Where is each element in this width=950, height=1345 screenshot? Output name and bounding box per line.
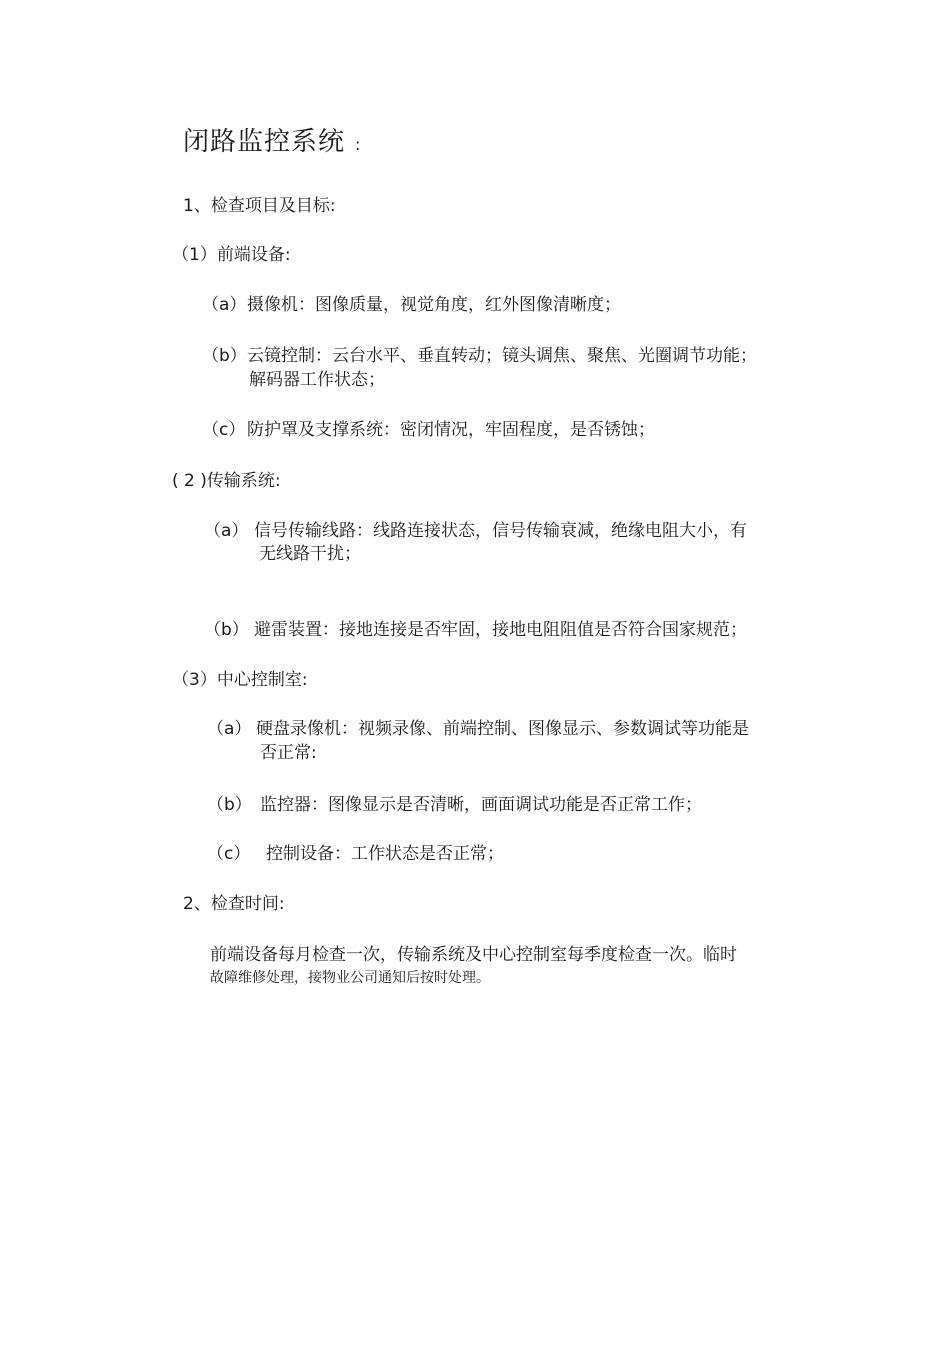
transmission-item-a-continuation: 无线路干扰； bbox=[259, 544, 361, 564]
page-title-colon: : bbox=[355, 135, 362, 154]
item-marker: （b） bbox=[202, 346, 247, 366]
item-marker: （b） bbox=[207, 795, 252, 815]
section-2-heading: 2、检查时间: bbox=[183, 894, 285, 914]
inspection-time-paragraph-line-2: 故障维修处理，接物业公司通知后按时处理。 bbox=[210, 970, 490, 986]
item-marker: （b） bbox=[204, 620, 249, 640]
item-text: 监控器：图像显示是否清晰，画面调试功能是否正常工作； bbox=[260, 795, 702, 815]
transmission-item-b bbox=[204, 619, 747, 641]
item-marker: （c） bbox=[207, 844, 251, 864]
item-marker: （a） bbox=[204, 521, 249, 541]
inspection-time-paragraph-line-1: 前端设备每月检查一次，传输系统及中心控制室每季度检查一次。临时 bbox=[210, 945, 737, 965]
front-item-b bbox=[202, 345, 757, 367]
transmission-item-a bbox=[204, 520, 747, 542]
front-item-b-continuation: 解码器工作状态； bbox=[249, 370, 385, 390]
control-item-a bbox=[207, 718, 749, 740]
item-text: 信号传输线路：线路连接状态，信号传输衰减，绝缘电阻大小，有 bbox=[254, 521, 747, 541]
item-marker: （c） bbox=[202, 420, 246, 440]
page-title bbox=[183, 126, 361, 161]
control-item-b bbox=[207, 794, 702, 816]
item-marker: （a） bbox=[207, 719, 252, 739]
item-text: 防护罩及支撑系统：密闭情况，牢固程度，是否锈蚀； bbox=[247, 420, 655, 440]
front-item-a bbox=[202, 294, 621, 316]
item-text: 避雷装置：接地连接是否牢固，接地电阻阻值是否符合国家规范； bbox=[254, 620, 747, 640]
control-item-c bbox=[207, 843, 504, 865]
front-item-c bbox=[202, 419, 655, 441]
section-1-heading: 1、检查项目及目标: bbox=[183, 196, 336, 216]
front-equipment-heading: （1）前端设备: bbox=[172, 245, 291, 265]
item-marker: （a） bbox=[202, 295, 247, 315]
item-text: 硬盘录像机：视频录像、前端控制、图像显示、参数调试等功能是 bbox=[256, 719, 749, 739]
page-title-text: 闭路监控系统 bbox=[183, 127, 346, 157]
item-text: 摄像机：图像质量，视觉角度，红外图像清晰度； bbox=[247, 295, 621, 315]
control-item-a-continuation: 否正常: bbox=[260, 743, 317, 763]
control-room-heading: （3）中心控制室: bbox=[172, 670, 308, 690]
item-text: 控制设备：工作状态是否正常； bbox=[266, 844, 504, 864]
transmission-heading: ( 2 )传输系统: bbox=[172, 471, 281, 491]
item-text: 云镜控制：云台水平、垂直转动；镜头调焦、聚焦、光圈调节功能； bbox=[247, 346, 757, 366]
